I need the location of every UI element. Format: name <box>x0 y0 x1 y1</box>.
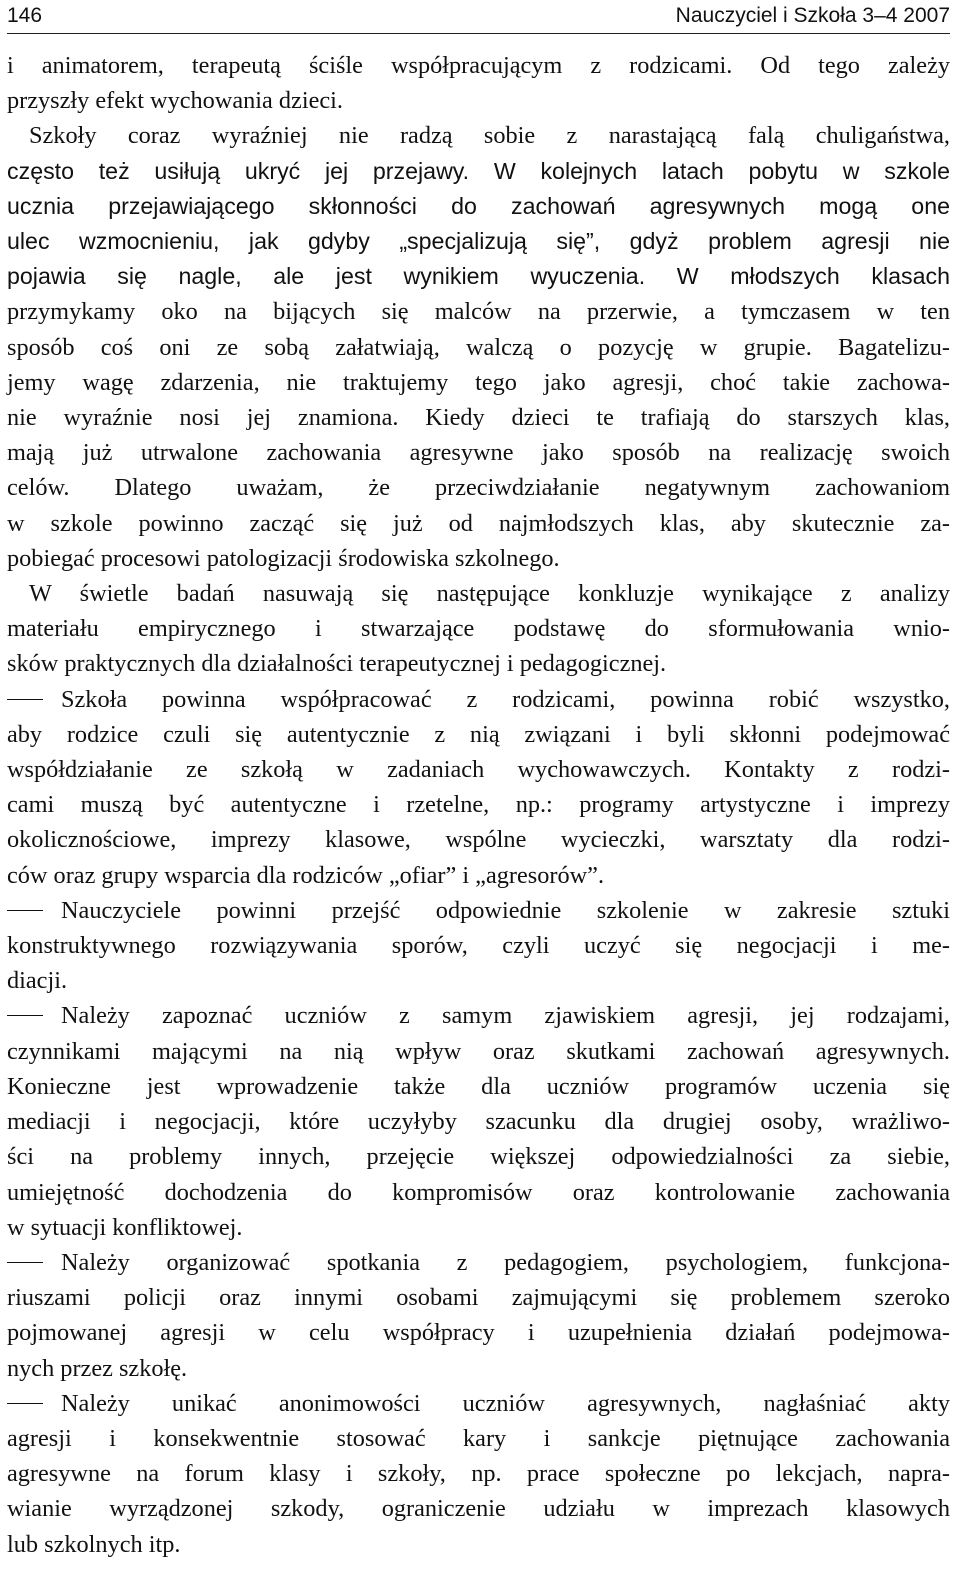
text-line: ców oraz grupy wsparcia dla rodziców „ofiar” i „agresorów”. <box>7 861 605 889</box>
text-line: mediacji i negocjacji, które uczyłyby szacunku dla drugiej osoby, wrażliwo- <box>7 1108 950 1136</box>
text-line: sków praktycznych dla działalności terapeutycznej i pedagogicznej. <box>7 650 667 678</box>
text-line: w szkole powinno zacząć się już od najmłodszych klas, aby skutecznie za- <box>7 509 950 537</box>
text-line: mają już utrwalone zachowania agresywne jako sposób na realizację swoich <box>7 439 950 467</box>
text-line: współdziałanie ze szkołą w zadaniach wychowawczych. Kontakty z rodzi- <box>7 756 950 784</box>
text-line: lub szkolnych itp. <box>7 1530 181 1558</box>
text-line: nie wyraźnie nosi jej znamiona. Kiedy dzieci te trafiają do starszych klas, <box>7 404 950 432</box>
text-line: w sytuacji konfliktowej. <box>7 1213 243 1241</box>
bullet-item <box>7 893 950 999</box>
text-line: pobiegać procesowi patologizacji środowiska szkolnego. <box>7 544 560 572</box>
text-line: cami muszą być autentyczne i rzetelne, np.: programy artystyczne i imprezy <box>7 791 950 819</box>
bullet-item <box>7 682 950 893</box>
text-line <box>7 1386 950 1421</box>
text-line <box>7 893 950 928</box>
text-line-content: Należy zapoznać uczniów z samym zjawiskiem agresji, jej rodzajami, <box>61 1002 950 1030</box>
text-line: pojawia się nagle, ale jest wynikiem wyuczenia. W młodszych klasach <box>7 263 950 290</box>
dash-bullet-icon <box>7 699 43 700</box>
bullet-item <box>7 998 950 1244</box>
text-line: sposób coś oni ze sobą załatwiają, walczą o pozycję w grupie. Bagatelizu- <box>7 333 950 361</box>
text-line: agresji i konsekwentnie stosować kary i sankcje piętnujące zachowania <box>7 1424 950 1452</box>
text-line: diacji. <box>7 967 68 995</box>
running-head: Nauczyciel i Szkoła 3–4 2007 <box>675 4 950 27</box>
text-line: ulec wzmocnieniu, jak gdyby „specjalizują się”, gdyż problem agresji nie <box>7 228 950 255</box>
text-line: Konieczne jest wprowadzenie także dla uczniów programów uczenia się <box>7 1072 950 1100</box>
text-line: umiejętność dochodzenia do kompromisów oraz kontrolowanie zachowania <box>7 1178 950 1206</box>
text-line: ucznia przejawiającego skłonności do zachowań agresywnych mogą one <box>7 192 950 219</box>
text-line: riuszami policji oraz innymi osobami zajmującymi się problemem szeroko <box>7 1284 950 1312</box>
text-line-content: Nauczyciele powinni przejść odpowiednie szkolenie w zakresie sztuki <box>61 896 950 924</box>
dash-bullet-icon <box>7 910 43 911</box>
text-line-content: Należy unikać anonimowości uczniów agresywnych, nagłaśniać akty <box>61 1389 950 1417</box>
text-line: Szkoły coraz wyraźniej nie radzą sobie z narastającą falą chuligaństwa, <box>29 122 950 150</box>
text-line: nych przez szkołę. <box>7 1354 188 1382</box>
text-line: przymykamy oko na bijących się malców na przerwie, a tymczasem w ten <box>7 298 950 326</box>
text-line <box>7 682 950 717</box>
paragraph-continuation <box>7 48 950 118</box>
text-line: W świetle badań nasuwają się następujące konkluzje wynikające z analizy <box>29 580 950 608</box>
paragraph <box>7 576 950 682</box>
text-line: i animatorem, terapeutą ściśle współpracującym z rodzicami. Od tego zależy <box>7 52 950 79</box>
dash-bullet-icon <box>7 1262 43 1263</box>
text-line: jemy wagę zdarzenia, nie traktujemy tego jako agresji, choć takie zachowa- <box>7 368 950 396</box>
text-line-content: Należy organizować spotkania z pedagogiem, psychologiem, funkcjona- <box>61 1248 950 1276</box>
page-number: 146 <box>7 4 43 27</box>
text-line-content: Szkoła powinna współpracować z rodzicami, powinna robić wszystko, <box>61 685 950 713</box>
text-line: agresywne na forum klasy i szkoły, np. prace społeczne po lekcjach, napra- <box>7 1460 950 1488</box>
text-line: czynnikami mającymi na nią wpływ oraz skutkami zachowań agresywnych. <box>7 1037 950 1065</box>
text-line: celów. Dlatego uważam, że przeciwdziałanie negatywnym zachowaniom <box>7 474 950 502</box>
text-line: ści na problemy innych, przejęcie większej odpowiedzialności za siebie, <box>7 1143 950 1171</box>
page-header <box>7 4 950 30</box>
header-rule <box>7 33 950 34</box>
bullet-item <box>7 1386 950 1562</box>
text-line: pojmowanej agresji w celu współpracy i uzupełnienia działań podejmowa- <box>7 1319 950 1347</box>
body-text <box>7 48 950 1562</box>
paragraph <box>7 118 950 576</box>
text-line: okolicznościowe, imprezy klasowe, wspólne wycieczki, warsztaty dla rodzi- <box>7 826 950 854</box>
dash-bullet-icon <box>7 1015 43 1016</box>
text-line: materiału empirycznego i stwarzające podstawę do sformułowania wnio- <box>7 615 950 643</box>
dash-bullet-icon <box>7 1403 43 1404</box>
text-line: wianie wyrządzonej szkody, ograniczenie udziału w imprezach klasowych <box>7 1495 950 1523</box>
text-line: często też usiłują ukryć jej przejawy. W kolejnych latach pobytu w szkole <box>7 157 950 184</box>
text-line <box>7 998 950 1033</box>
bullet-item <box>7 1245 950 1386</box>
text-line: przyszły efekt wychowania dzieci. <box>7 87 343 115</box>
text-line: aby rodzice czuli się autentycznie z nią związani i byli skłonni podejmować <box>7 720 950 748</box>
text-line <box>7 1245 950 1280</box>
text-line: konstruktywnego rozwiązywania sporów, czyli uczyć się negocjacji i me- <box>7 932 950 960</box>
